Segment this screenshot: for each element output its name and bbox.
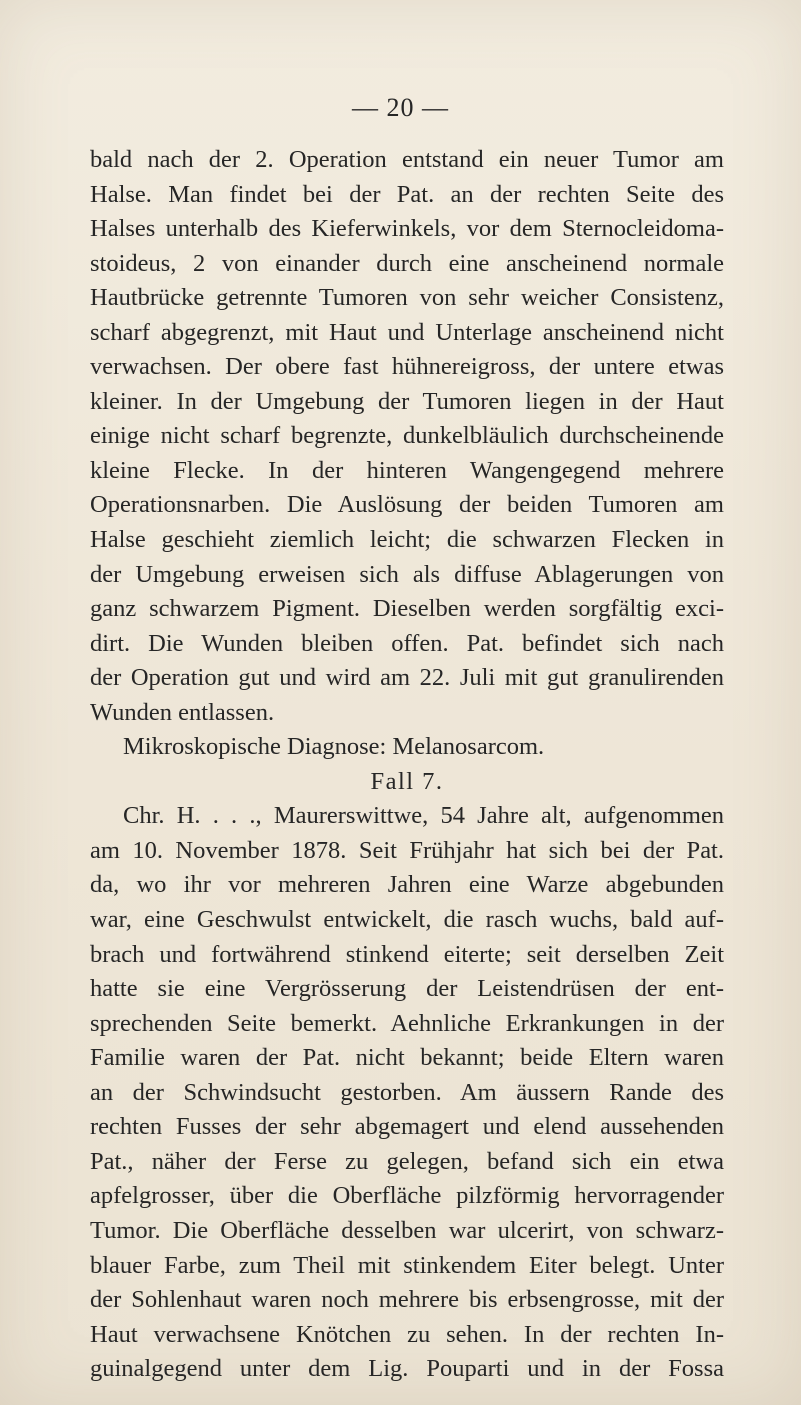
text-line: Familie waren der Pat. nicht bekannt; beide Eltern waren — [90, 1044, 724, 1072]
text-line: der Sohlenhaut waren noch mehrere bis erbsengrosse, mit der — [90, 1286, 724, 1314]
text-line: stoideus, 2 von einander durch eine anscheinend normale — [90, 249, 724, 277]
text-line: Hautbrücke getrennte Tumoren von sehr weicher Consistenz, — [90, 284, 724, 312]
text-line: verwachsen. Der obere fast hühnereigross, der untere etwas — [90, 353, 724, 381]
text-line: Halse. Man findet bei der Pat. an der rechten Seite des — [90, 180, 724, 208]
text-line: einige nicht scharf begrenzte, dunkelbläulich durchscheinende — [90, 422, 724, 450]
text-line: der Umgebung erweisen sich als diffuse Ablagerungen von — [90, 560, 724, 588]
text-line: scharf abgegrenzt, mit Haut und Unterlage anscheinend nicht — [90, 318, 724, 346]
text-line: Tumor. Die Oberfläche desselben war ulcerirt, von schwarz- — [90, 1216, 724, 1244]
text-line: guinalgegend unter dem Lig. Pouparti und in der Fossa — [90, 1355, 724, 1383]
text-line: rechten Fusses der sehr abgemagert und elend aussehenden — [90, 1113, 724, 1141]
text-line: apfelgrosser, über die Oberfläche pilzförmig hervorragender — [90, 1182, 724, 1210]
text-line: war, eine Geschwulst entwickelt, die rasch wuchs, bald auf- — [90, 906, 724, 934]
text-line: Halse geschieht ziemlich leicht; die schwarzen Flecken in — [90, 526, 724, 554]
paragraph-first-line: Chr. H. . . ., Maurerswittwe, 54 Jahre alt, aufgenommen — [123, 802, 724, 830]
case-heading: Fall 7. — [370, 767, 444, 795]
page-number: — 20 — — [352, 93, 449, 122]
text-line: Operationsnarben. Die Auslösung der beiden Tumoren am — [90, 491, 724, 519]
text-line: der Operation gut und wird am 22. Juli mit gut granulirenden — [90, 664, 724, 692]
text-line: Halses unterhalb des Kieferwinkels, vor dem Sternocleidoma- — [90, 215, 724, 243]
text-line: da, wo ihr vor mehreren Jahren eine Warze abgebunden — [90, 871, 724, 899]
text-line: Haut verwachsene Knötchen zu sehen. In der rechten In- — [90, 1320, 724, 1348]
text-line: kleiner. In der Umgebung der Tumoren liegen in der Haut — [90, 387, 724, 415]
text-line: brach und fortwährend stinkend eiterte; seit derselben Zeit — [90, 940, 724, 968]
text-line: blauer Farbe, zum Theil mit stinkendem Eiter belegt. Unter — [90, 1251, 724, 1279]
body-text — [90, 143, 724, 1387]
text-line: kleine Flecke. In der hinteren Wangengegend mehrere — [90, 456, 724, 484]
text-line: Wunden entlassen. — [90, 698, 275, 726]
text-line: bald nach der 2. Operation entstand ein neuer Tumor am — [90, 146, 724, 173]
text-line: dirt. Die Wunden bleiben offen. Pat. befindet sich nach — [90, 629, 724, 657]
diagnosis-line: Mikroskopische Diagnose: Melanosarcom. — [123, 733, 545, 761]
text-line: ganz schwarzem Pigment. Dieselben werden sorgfältig exci- — [90, 595, 724, 623]
text-line: sprechenden Seite bemerkt. Aehnliche Erkrankungen in der — [90, 1009, 724, 1037]
text-line: Pat., näher der Ferse zu gelegen, befand sich ein etwa — [90, 1147, 724, 1175]
text-line: am 10. November 1878. Seit Frühjahr hat sich bei der Pat. — [90, 836, 724, 864]
text-line: hatte sie eine Vergrösserung der Leistendrüsen der ent- — [90, 975, 724, 1003]
text-line: an der Schwindsucht gestorben. Am äussern Rande des — [90, 1078, 724, 1106]
